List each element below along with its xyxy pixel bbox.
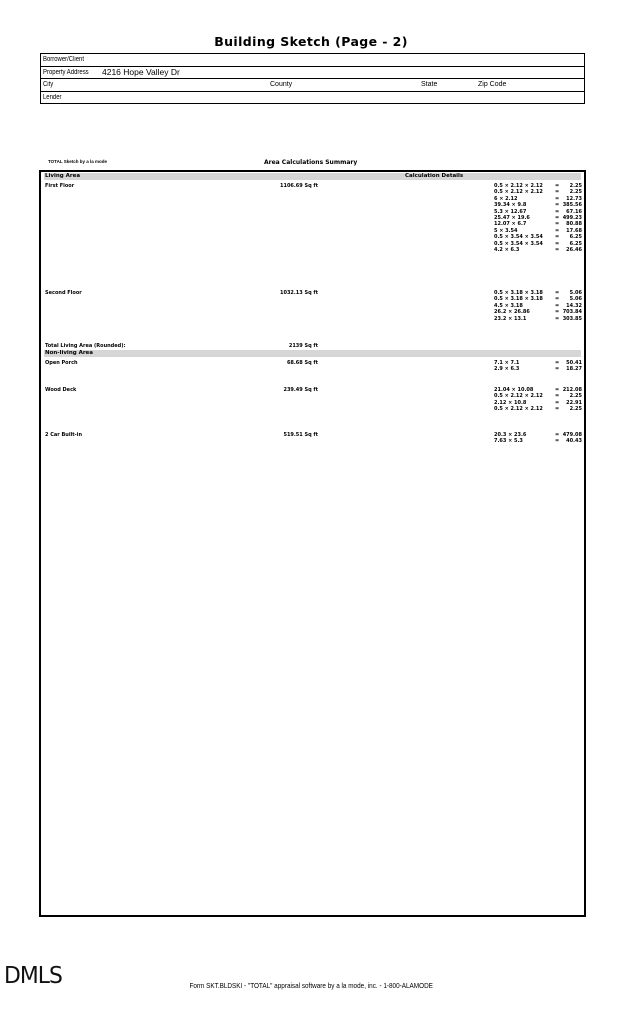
city-row	[41, 79, 584, 92]
calc-result: 2.25	[569, 393, 582, 400]
calc-expression: 39.34 × 9.8	[494, 202, 527, 209]
calc-result: 50.41	[566, 360, 582, 366]
equals-sign: =	[555, 208, 560, 215]
calc-expression: 20.3 × 23.6	[494, 432, 527, 438]
dmls-logo: DMLS	[4, 963, 62, 989]
equals-sign: =	[555, 290, 560, 296]
equals-sign: =	[555, 227, 560, 234]
calc-result: 2.25	[569, 406, 582, 413]
calc-result: 6.25	[569, 234, 582, 241]
calc-expression: 0.5 × 3.54 × 3.54	[494, 234, 543, 241]
second-floor-calcs	[494, 290, 582, 322]
first-floor-calcs	[494, 183, 582, 253]
calc-expression: 2.9 × 6.3	[494, 366, 520, 373]
equals-sign: =	[555, 202, 560, 209]
calc-line	[494, 406, 582, 412]
borrower-row	[41, 54, 584, 67]
calc-result: 22.91	[566, 399, 582, 406]
non-living-area-band	[44, 350, 581, 357]
calc-expression: 21.04 × 10.08	[494, 387, 534, 393]
calc-result: 2.25	[569, 189, 582, 196]
calc-expression: 23.2 × 13.1	[494, 315, 527, 322]
calc-result: 2.25	[569, 183, 582, 189]
calc-line	[494, 316, 582, 322]
header-info-table	[40, 53, 585, 104]
equals-sign: =	[555, 234, 560, 241]
calc-line	[494, 366, 582, 372]
calc-expression: 7.1 × 7.1	[494, 360, 520, 366]
calc-expression: 0.5 × 3.18 × 3.18	[494, 290, 543, 296]
second-floor-area: 1032.13 Sq ft	[279, 290, 318, 296]
area-calculations-box	[39, 170, 586, 917]
calc-result: 303.85	[562, 315, 582, 322]
equals-sign: =	[555, 246, 560, 253]
calc-result: 212.08	[562, 387, 582, 393]
open-porch-calcs	[494, 360, 582, 373]
calc-expression: 2.12 × 10.8	[494, 399, 527, 406]
zip-label: Zip Code	[478, 81, 507, 88]
state-label: State	[421, 81, 438, 88]
first-floor-name: First Floor	[45, 183, 75, 189]
calc-result: 14.32	[566, 302, 582, 309]
equals-sign: =	[555, 432, 560, 438]
calc-result: 17.68	[566, 227, 582, 234]
equals-sign: =	[555, 195, 560, 202]
calc-line	[494, 247, 582, 253]
borrower-label: Borrower/Client	[43, 56, 85, 63]
non-living-area-label: Non-living Area	[45, 350, 93, 356]
wood-deck-name: Wood Deck	[45, 387, 77, 393]
equals-sign: =	[555, 302, 560, 309]
calc-result: 67.16	[566, 208, 582, 215]
footer-label: Form SKT.BLDSKI - "TOTAL" appraisal software by a la mode, inc. - 1-800-ALAMODE	[189, 981, 433, 990]
calc-result: 18.27	[566, 366, 582, 373]
calculation-details-header: Calculation Details	[405, 173, 464, 179]
calc-expression: 6 × 2.12	[494, 195, 518, 202]
calc-expression: 4.2 × 6.3	[494, 246, 520, 253]
calc-expression: 5.3 × 12.67	[494, 208, 527, 215]
equals-sign: =	[555, 221, 560, 228]
address-row	[41, 67, 584, 80]
calc-expression: 4.5 × 3.18	[494, 302, 523, 309]
lender-label: Lender	[43, 93, 62, 101]
brand-text: TOTAL Sketch by a la mode	[48, 159, 108, 164]
equals-sign: =	[555, 214, 560, 221]
garage-calcs	[494, 432, 582, 445]
equals-sign: =	[555, 189, 560, 196]
calc-result: 479.08	[562, 432, 582, 438]
calc-result: 703.84	[562, 309, 582, 316]
calc-result: 12.73	[566, 195, 582, 202]
equals-sign: =	[555, 183, 560, 189]
total-living-area-value: 2139 Sq ft	[288, 343, 318, 349]
garage-name: 2 Car Built-in	[45, 432, 83, 438]
calc-expression: 0.5 × 3.18 × 3.18	[494, 296, 543, 303]
calc-expression: 0.5 × 3.54 × 3.54	[494, 240, 543, 247]
equals-sign: =	[555, 309, 560, 316]
equals-sign: =	[555, 393, 560, 400]
address-value: 4216 Hope Valley Dr	[102, 66, 180, 77]
living-area-band	[44, 173, 581, 180]
summary-title: Area Calculations Summary	[264, 159, 358, 166]
equals-sign: =	[555, 406, 560, 413]
equals-sign: =	[555, 296, 560, 303]
county-label: County	[270, 81, 293, 88]
page-title: Building Sketch (Page - 2)	[214, 34, 408, 49]
calc-result: 385.56	[562, 202, 582, 209]
calc-result: 6.25	[569, 240, 582, 247]
living-area-label: Living Area	[45, 173, 81, 179]
equals-sign: =	[555, 399, 560, 406]
open-porch-name: Open Porch	[45, 360, 78, 366]
calc-result: 5.06	[569, 296, 582, 303]
calc-expression: 0.5 × 2.12 × 2.12	[494, 406, 543, 413]
equals-sign: =	[555, 240, 560, 247]
second-floor-name: Second Floor	[45, 290, 82, 296]
calc-expression: 0.5 × 2.12 × 2.12	[494, 189, 543, 196]
wood-deck-calcs	[494, 387, 582, 413]
calc-expression: 25.47 × 19.6	[494, 214, 530, 221]
open-porch-area: 68.68 Sq ft	[286, 360, 318, 366]
calc-result: 40.43	[566, 438, 582, 445]
equals-sign: =	[555, 315, 560, 322]
total-living-area-label: Total Living Area (Rounded):	[45, 343, 126, 349]
first-floor-area: 1106.69 Sq ft	[279, 183, 318, 189]
address-label: Property Address	[43, 68, 89, 76]
calc-line	[494, 438, 582, 444]
equals-sign: =	[555, 387, 560, 393]
equals-sign: =	[555, 360, 560, 366]
calc-expression: 12.07 × 6.7	[494, 221, 527, 228]
calc-result: 80.88	[566, 221, 582, 228]
calc-result: 26.46	[566, 246, 582, 253]
calc-expression: 5 × 3.54	[494, 227, 518, 234]
equals-sign: =	[555, 366, 560, 373]
city-label: City	[43, 81, 54, 88]
calc-expression: 7.63 × 5.3	[494, 438, 523, 445]
garage-area: 519.51 Sq ft	[283, 432, 318, 438]
calc-expression: 0.5 × 2.12 × 2.12	[494, 183, 543, 189]
calc-expression: 0.5 × 2.12 × 2.12	[494, 393, 543, 400]
equals-sign: =	[555, 438, 560, 445]
calc-result: 5.06	[569, 290, 582, 296]
lender-row	[41, 92, 584, 104]
footer-text	[0, 981, 622, 990]
calc-result: 499.23	[562, 214, 582, 221]
wood-deck-area: 239.49 Sq ft	[283, 387, 318, 393]
calc-expression: 26.2 × 26.86	[494, 309, 530, 316]
